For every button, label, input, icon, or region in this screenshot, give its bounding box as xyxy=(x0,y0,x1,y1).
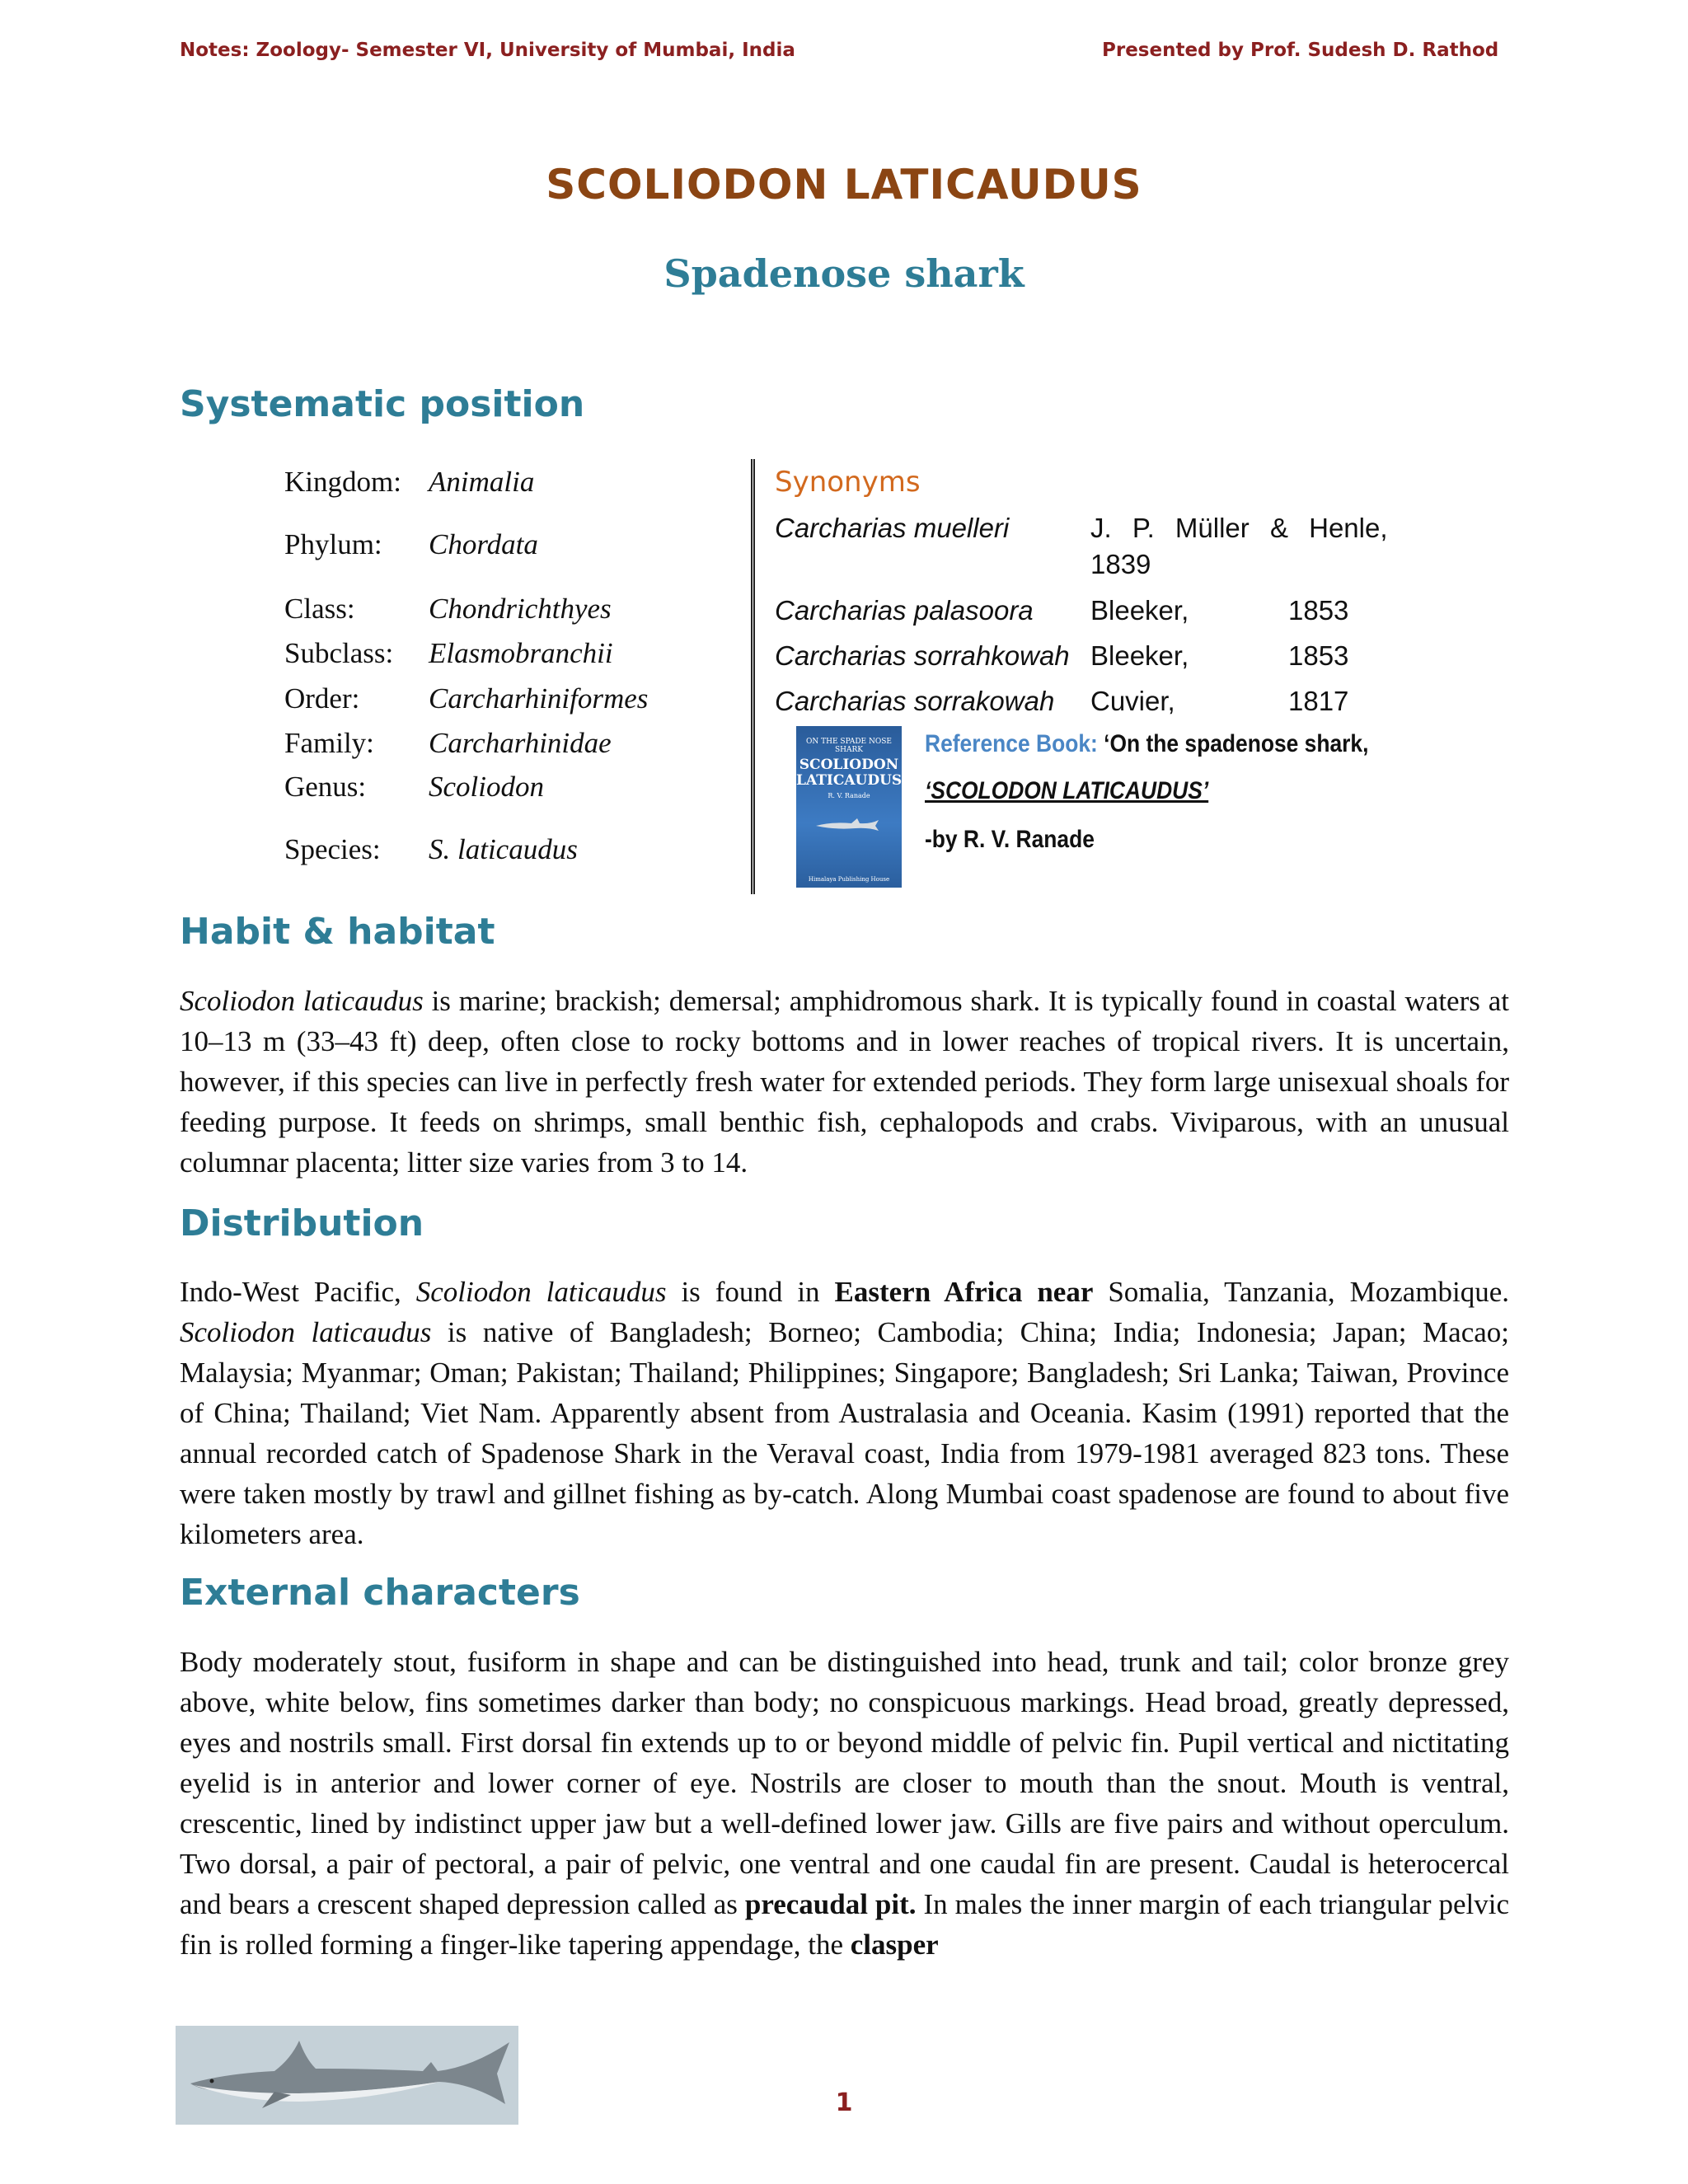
synonym-name: Carcharias sorrahkowah xyxy=(775,640,1070,671)
section-heading-external: External characters xyxy=(180,1572,580,1614)
synonym-year: 1817 xyxy=(1288,686,1349,716)
rank-value: Carcharhinidae xyxy=(429,727,612,759)
distribution-paragraph: Indo-West Pacific, Scoliodon laticaudus is found in Eastern Africa near Somalia, Tanzania, Mozambique. Scoliodon laticaudus is native of Bangladesh; Borneo; Cambodia; China; India; Indonesia; Japan; Macao; Malaysia; Myanmar; Oman; Pakistan; Thailand; Philippines; Singapore; Bangladesh; Sri Lanka; Taiwan, Province of China; Thailand; Viet Nam. Apparently absent from Australasia and Oceania. Kasim (1991) reported that the annual recorded catch of Spadenose Shark in the Veraval coast, India from 1979-1981 averaged 823 tons. These were taken mostly by trawl and gillnet fishing as by-catch. Along Mumbai coast spadenose are found to about five kilometers area. xyxy=(180,1276,1509,1550)
taxonomy-row-family xyxy=(284,727,612,760)
rank-label: Species: xyxy=(284,833,381,865)
section-heading-habit: Habit & habitat xyxy=(180,911,495,953)
taxonomy-row-phylum xyxy=(284,528,538,561)
rank-label: Genus: xyxy=(284,771,367,803)
rank-value: Animalia xyxy=(429,466,535,498)
taxonomy-row-subclass xyxy=(284,637,613,670)
synonym-row xyxy=(775,595,1348,626)
reference-line xyxy=(925,730,1368,758)
synonyms-heading: Synonyms xyxy=(775,466,921,499)
rank-value: S. laticaudus xyxy=(429,833,578,865)
section-heading-systematic: Systematic position xyxy=(180,383,585,425)
book-cover-top: ON THE SPADE NOSE SHARK xyxy=(806,738,892,754)
book-cover-publisher: Himalaya Publishing House xyxy=(808,876,890,883)
synonym-row xyxy=(775,513,1388,544)
taxonomy-row-genus xyxy=(284,771,544,804)
header-left: Notes: Zoology- Semester VI, University of Mumbai, India xyxy=(180,40,795,61)
reference-label: Reference Book: xyxy=(925,730,1098,757)
synonym-name: Carcharias palasoora xyxy=(775,595,1034,626)
book-cover-byline: R. V. Ranade xyxy=(828,792,870,799)
rank-label: Family: xyxy=(284,727,374,759)
page-number: 1 xyxy=(835,2088,853,2117)
rank-value: Chondrichthyes xyxy=(429,593,612,625)
synonym-year: 1839 xyxy=(1090,549,1151,579)
synonym-row xyxy=(775,686,1348,717)
rank-value: Chordata xyxy=(429,528,538,560)
synonym-author: Bleeker, xyxy=(1090,595,1189,626)
rank-value: Elasmobranchii xyxy=(429,637,613,669)
synonym-year: 1853 xyxy=(1288,640,1349,671)
taxonomy-row-kingdom xyxy=(284,466,534,499)
book-cover-image xyxy=(796,726,902,888)
reference-subtitle: ‘SCOLODON LATICAUDUS’ xyxy=(925,777,1209,804)
reference-title: ‘On the spadenose shark, xyxy=(1104,730,1369,757)
rank-value: Carcharhiniformes xyxy=(429,682,649,715)
habit-paragraph: Scoliodon laticaudus is marine; brackish; demersal; amphidromous shark. It is typically found in coastal waters at 10–13 m (33–43 ft) deep, often close to rocky bottoms and in lower reaches of tropical rivers. It is uncertain, however, if this species can live in perfectly fresh water for extended periods. They form large unisexual shoals for feeding purpose. It feeds on shrimps, small benthic fish, cephalopods and crabs. Viviparous, with an unusual columnar placenta; litter size varies from 3 to 14. xyxy=(180,985,1510,1179)
synonym-row xyxy=(775,640,1348,672)
reference-author: -by R. V. Ranade xyxy=(925,826,1095,853)
rank-label: Phylum: xyxy=(284,528,382,560)
section-heading-distribution: Distribution xyxy=(180,1202,424,1244)
rank-value: Scoliodon xyxy=(429,771,544,803)
synonym-name: Carcharias sorrakowah xyxy=(775,686,1055,716)
rank-label: Class: xyxy=(284,593,355,625)
rank-label: Order: xyxy=(284,682,360,715)
taxonomy-row-order xyxy=(284,682,648,715)
external-paragraph: Body moderately stout, fusiform in shape and can be distinguished into head, trunk and tail; color bronze grey above, white below, fins sometimes darker than body; no conspicuous markings. Head broad, greatly depressed, eyes and nostrils small. First dorsal fin extends up to or beyond middle of pelvic fin. Pupil vertical and nictitating eyelid is in anterior and lower corner of eye. Nostrils are closer to mouth than the snout. Mouth is ventral, crescentic, lined by indistinct upper jaw but a well-defined lower jaw. Gills are five pairs and without operculum. Two dorsal, a pair of pectoral, a pair of pelvic, one ventral and one caudal fin are present. Caudal is heterocercal and bears a crescent shaped depression called as precaudal pit. In males the inner margin of each triangular pelvic fin is rolled forming a finger-like tapering appendage, the clasper xyxy=(180,1646,1509,1961)
synonym-name: Carcharias muelleri xyxy=(775,513,1010,543)
page-subtitle: Spadenose shark xyxy=(663,251,1025,296)
synonym-author: Cuvier, xyxy=(1090,686,1175,716)
rank-label: Subclass: xyxy=(284,637,394,669)
header-right: Presented by Prof. Sudesh D. Rathod xyxy=(1102,40,1499,61)
taxonomy-row-class xyxy=(284,593,612,626)
synonym-author: J. P. Müller & Henle, xyxy=(1090,513,1388,543)
synonym-year: 1853 xyxy=(1288,595,1349,626)
book-cover-title: SCOLIODON LATICAUDUS xyxy=(796,757,903,789)
taxonomy-row-species xyxy=(284,833,578,866)
page-title: SCOLIODON LATICAUDUS xyxy=(546,161,1142,209)
shark-icon xyxy=(814,817,880,833)
synonym-author: Bleeker, xyxy=(1090,640,1189,671)
rank-label: Kingdom: xyxy=(284,466,401,498)
column-divider xyxy=(751,459,755,894)
